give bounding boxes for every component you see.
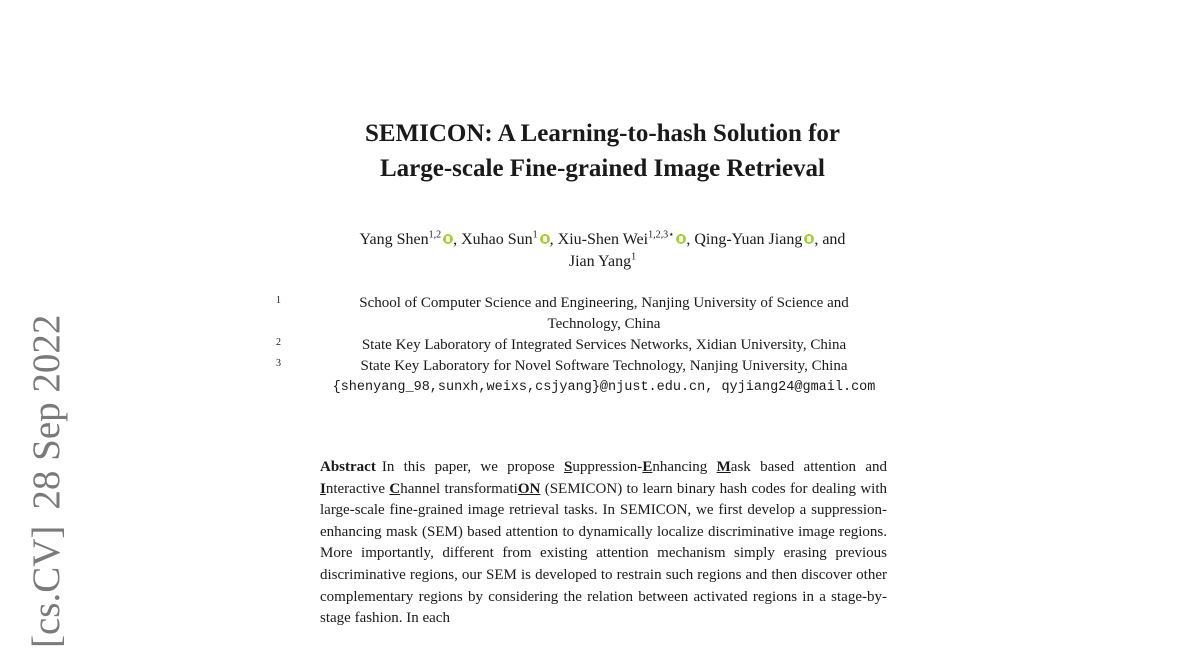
- arxiv-stamp: [24, 315, 69, 648]
- author-affil-mark: 1,2,3⋆: [648, 229, 675, 241]
- paper-title: [250, 116, 955, 186]
- acronym-letter: M: [716, 459, 731, 475]
- affiliation-text: School of Computer Science and Engineering, Nanjing University of Science and: [359, 295, 849, 311]
- title-line-2: Large-scale Fine-grained Image Retrieval: [379, 155, 825, 182]
- abstract-text: ask based attention and: [730, 459, 888, 475]
- abstract-intro: In this paper, we propose: [381, 459, 564, 475]
- arxiv-category: [cs.CV]: [25, 525, 68, 648]
- title-line-1: SEMICON: A Learning-to-hash Solution for: [364, 120, 841, 147]
- affiliations: [274, 293, 934, 398]
- author-name: Jian Yang: [568, 253, 632, 270]
- acronym-letter: C: [389, 480, 401, 497]
- abstract: [320, 457, 887, 630]
- acronym-letter: E: [642, 459, 653, 475]
- abstract-heading: Abstract: [320, 459, 376, 475]
- author-affil-mark: 1: [631, 251, 637, 263]
- author-name: Xuhao Sun: [461, 231, 533, 248]
- acronym-letter: I: [320, 480, 326, 497]
- orcid-icon[interactable]: [540, 234, 550, 244]
- abstract-body: (SEMICON) to learn binary hash codes for dealing with large-scale fine-grained image retrieval tasks. In SEMICON, we first develop a suppression-enhancing mask (SEM) based attention to dynamically localize discriminative image regions. More importantly, different from existing attention mechanism simply erasing previous discriminative regions, our SEM is developed to restrain such regions and then discover other complementary regions by considering the relation between activated regions in a stage-by-stage fashion. In each: [320, 480, 887, 627]
- acronym-letter: ON: [517, 480, 541, 497]
- affiliation-text: State Key Laboratory of Integrated Services Networks, Xidian University, China: [361, 337, 847, 353]
- acronym-letter: S: [563, 459, 573, 475]
- email-list[interactable]: {shenyang_98,sunxh,weixs,csjyang}@njust.edu.cn, qyjiang24@gmail.com: [332, 380, 876, 395]
- abstract-text: nhancing: [652, 459, 717, 475]
- affiliation-2: 2 State Key Laboratory of Integrated Services Networks, Xidian University, China: [274, 335, 934, 356]
- abstract-text: hannel transformati: [400, 480, 518, 497]
- abstract-text: uppression-: [572, 459, 643, 475]
- author-list: Yang Shen$^{1,2}$ , Xuhao Sun$^1$ , Xiu-Shen Wei$^{1,2,3⋆}$ , Qing-Yuan Jiang , and Jian Yang$^1$: [359, 229, 846, 270]
- orcid-icon[interactable]: [676, 234, 686, 244]
- arxiv-date: 28 Sep 2022: [25, 314, 68, 510]
- author-name: Qing-Yuan Jiang: [694, 231, 803, 248]
- orcid-icon[interactable]: [443, 234, 453, 244]
- author-affil-mark: 1,2: [428, 229, 442, 241]
- affiliation-3: 3 State Key Laboratory for Novel Software Technology, Nanjing University, China: [274, 356, 934, 377]
- orcid-icon[interactable]: [804, 234, 814, 244]
- author-name: Xiu-Shen Wei: [557, 231, 649, 248]
- author-affil-mark: 1: [532, 229, 538, 241]
- affiliation-1: 1 School of Computer Science and Engineering, Nanjing University of Science and Technology, China: [274, 293, 934, 335]
- abstract-text: nteractive: [325, 480, 390, 497]
- author-name: Yang Shen: [359, 231, 429, 248]
- affiliation-text: State Key Laboratory for Novel Software Technology, Nanjing University, China: [360, 358, 848, 374]
- author-and: , and: [814, 231, 846, 248]
- affiliation-text-cont: Technology, China: [547, 316, 661, 332]
